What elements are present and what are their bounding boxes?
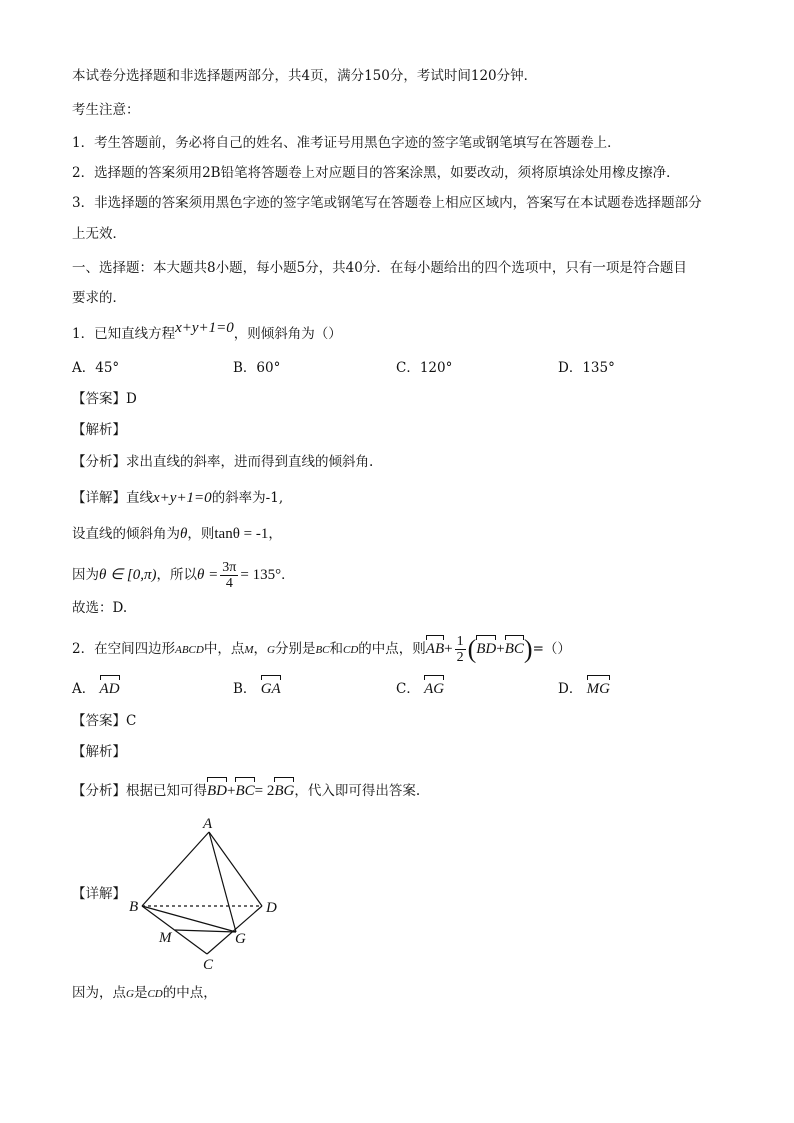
because-text-b: ，所以	[156, 567, 198, 583]
answer-tag: 【答案】	[72, 713, 126, 729]
fraction-one-half	[455, 634, 466, 665]
q2-option-b	[233, 675, 281, 699]
vector-bg: BG	[274, 777, 294, 801]
label-a: A	[203, 816, 213, 832]
detail-equation: x+y+1=0	[153, 490, 212, 506]
option-vector: AG	[424, 675, 444, 699]
detail-text-a: 直线	[126, 490, 153, 506]
q2-g: G	[267, 644, 275, 656]
q1-fenxi	[72, 452, 373, 472]
notice-title: 考生注意：	[72, 102, 140, 118]
q1-because-line	[72, 560, 295, 591]
because-text-a: 因为	[72, 567, 99, 583]
answer-tag: 【答案】	[72, 391, 126, 407]
section-line-1: 一、选择题：本大题共8小题，每小题5分，共40分．在每小题给出的四个选项中，只有一项是符合题目	[72, 260, 687, 276]
q1-stem	[72, 320, 342, 344]
set-text-b: ，则	[187, 526, 215, 542]
q2-cd: CD	[343, 644, 359, 656]
theta-eq: θ =	[197, 567, 219, 583]
intro-line: 本试卷分选择题和非选择题两部分，共4页，满分150分，考试时间120分钟．	[72, 68, 538, 84]
edge-ad	[209, 832, 262, 906]
answer-value: C	[126, 713, 137, 729]
plus-sign: +	[444, 641, 453, 657]
q1-equation: x+y+1=0	[175, 320, 234, 336]
section-line-2: 要求的．	[72, 290, 126, 306]
edge-ag	[209, 832, 236, 932]
q2-eq-paren: =（）	[532, 641, 571, 657]
q2-option-c	[396, 675, 444, 699]
half-numerator: 1	[456, 634, 464, 649]
q1-choose: 故选：D.	[72, 600, 128, 616]
option-letter: B．	[233, 681, 257, 697]
half-denominator: 2	[456, 650, 464, 665]
last-text-a: 因为，点	[72, 985, 126, 1001]
theta-range: θ ∈ [0,π)	[99, 567, 157, 583]
vector-bc: BC	[505, 635, 524, 659]
plus-sign: +	[227, 783, 236, 799]
q2-bc: BC	[315, 644, 330, 656]
edge-bg	[142, 906, 236, 932]
vector-bd: BD	[476, 635, 496, 659]
vector-bd: BD	[207, 777, 227, 801]
fenxi-text: 求出直线的斜率，进而得到直线的倾斜角.	[126, 454, 374, 470]
left-paren-icon: (	[467, 634, 477, 664]
fenxi-text-b: ，代入即可得出答案.	[294, 783, 421, 799]
vector-bc: BC	[235, 777, 254, 801]
q1-answer	[72, 389, 137, 409]
frac-denominator: 4	[225, 576, 233, 591]
q2-stem-d: 分别是	[274, 641, 316, 657]
q2-stem-e: 和	[329, 641, 344, 657]
q2-abcd: ABCD	[175, 644, 204, 656]
edge-bc	[142, 906, 207, 954]
note-3-cont: 上无效．	[72, 226, 126, 242]
q2-detail-tag: 【详解】	[72, 886, 126, 902]
q2-analysis-tag: 【解析】	[72, 744, 126, 760]
answer-value: D	[126, 391, 137, 407]
note-1: 1．考生答题前，务必将自己的姓名、准考证号用黑色字迹的签字笔或钢笔填写在答题卷上．	[72, 135, 621, 151]
fenxi-tag: 【分析】	[72, 783, 126, 799]
q2-answer	[72, 711, 136, 731]
label-m: M	[159, 930, 172, 946]
label-d: D	[266, 900, 277, 916]
q2-stem-c: ，	[253, 641, 267, 657]
q1-option-d: D．135°	[558, 360, 615, 376]
last-text-b: 是	[133, 985, 148, 1001]
frac-numerator: 3π	[222, 560, 237, 575]
set-text-a: 设直线的倾斜角为	[72, 526, 180, 542]
q1-detail	[72, 488, 283, 508]
label-c: C	[203, 957, 214, 972]
last-cd: CD	[147, 988, 163, 1000]
label-b: B	[129, 899, 139, 915]
option-letter: A．	[72, 681, 96, 697]
detail-text-b: 的斜率为-1,	[211, 490, 284, 506]
theta-symbol: θ	[180, 526, 188, 542]
q2-stem-a: 2．在空间四边形	[72, 641, 176, 657]
detail-tag: 【详解】	[72, 490, 126, 506]
note-2: 2．选择题的答案须用2B铅笔将答题卷上对应题目的答案涂黑，如要改动，须将原填涂处用橡皮擦净．	[72, 165, 680, 181]
q1-analysis-tag: 【解析】	[72, 422, 126, 438]
option-vector: GA	[261, 675, 281, 699]
option-vector: AD	[100, 675, 120, 699]
q1-stem-suffix: ，则倾斜角为（）	[233, 326, 342, 342]
q2-m: M	[244, 644, 254, 656]
label-g: G	[235, 931, 246, 947]
fenxi-tag: 【分析】	[72, 454, 126, 470]
q2-stem	[72, 634, 571, 665]
q1-option-c: C．120°	[396, 360, 453, 376]
note-3: 3．非选择题的答案须用黑色字迹的签字笔或钢笔写在答题卷上相应区域内，答案写在本试题卷选择题部分	[72, 195, 702, 211]
q2-stem-f: 的中点，则	[358, 641, 426, 657]
because-end: ．	[281, 567, 295, 583]
vector-ab: AB	[426, 635, 444, 659]
q1-set-line	[72, 524, 282, 544]
q2-option-d	[558, 675, 610, 699]
plus-sign-2: +	[496, 641, 505, 657]
fraction-3pi-over-4	[220, 560, 238, 591]
option-letter: D．	[558, 681, 583, 697]
q1-option-a: A．45°	[72, 360, 120, 376]
last-g: G	[126, 988, 134, 1000]
q2-fenxi	[72, 777, 420, 801]
edge-ab	[142, 832, 209, 906]
q1-option-b: B．60°	[233, 360, 281, 376]
equals-two: = 2	[254, 783, 275, 799]
tetrahedron-figure	[125, 812, 285, 972]
last-text-c: 的中点，	[162, 985, 217, 1001]
set-text-c: ，	[268, 526, 282, 542]
q2-stem-b: 中，点	[203, 641, 245, 657]
tan-expression: tanθ = -1	[214, 526, 269, 542]
option-vector: MG	[587, 675, 610, 699]
edge-mg	[175, 930, 236, 932]
q1-stem-prefix: 1．已知直线方程	[72, 326, 176, 342]
right-paren-icon: )	[523, 634, 533, 664]
fenxi-text-a: 根据已知可得	[126, 783, 207, 799]
q2-last-line	[72, 983, 217, 1004]
q2-option-a	[72, 675, 120, 699]
angle-value: = 135°	[240, 567, 282, 583]
option-letter: C．	[396, 681, 420, 697]
